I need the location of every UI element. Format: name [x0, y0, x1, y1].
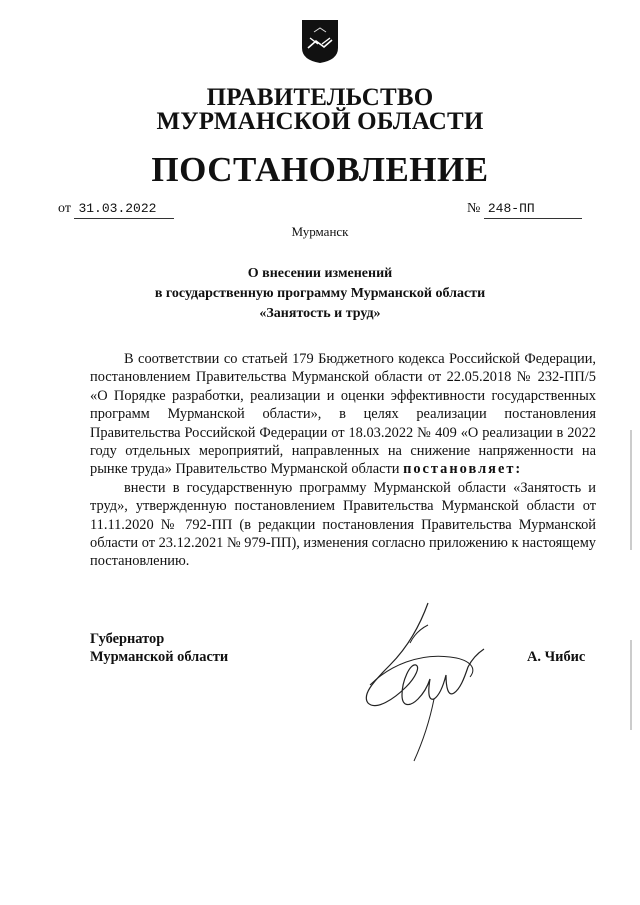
number-value: 248-ПП [484, 200, 582, 219]
scan-edge-mark [630, 640, 632, 730]
signatory-title [90, 630, 228, 666]
signatory-title-line2: Мурманской области [90, 649, 229, 665]
subject-line1: О внесении изменений [247, 266, 393, 281]
scan-edge-mark [630, 430, 632, 550]
signatory-name: А. Чибис [527, 649, 586, 665]
document-body [90, 350, 596, 571]
signatory-title-line1: Губернатор [90, 631, 165, 647]
date-prefix: от [58, 201, 71, 216]
city-name: Мурманск [291, 224, 349, 239]
body-paragraph-1 [90, 350, 596, 479]
number-prefix: № [467, 201, 481, 216]
date-value: 31.03.2022 [74, 200, 174, 219]
coat-of-arms-icon [300, 18, 340, 64]
government-title-line2: МУРМАНСКОЙ ОБЛАСТИ [156, 108, 484, 135]
document-subject [0, 264, 640, 324]
paragraph-1-text: В соответствии со статьей 179 Бюджетного кодекса Российской Федерации, постановлением Правительства Мурманской области от 22.05.2018 № 232-ПП/5 «О Порядке разработки, реализации и оценки эффективности государственных программ Мурманской области», в целях реализации постановления Правительства Российской Федерации от 18.03.2022 № 409 «О реализации в 2022 году отдельных мероприятий, направленных на снижение напряженности на рынке труда» Правительство Мурманской области [90, 351, 596, 478]
document-date [58, 200, 174, 219]
document-number [467, 200, 582, 219]
resolution-keyword: постановляет: [403, 461, 523, 478]
subject-line3: «Занятость и труд» [259, 306, 381, 321]
body-paragraph-2: внести в государственную программу Мурманской области «Занятость и труд», утвержденную постановлением Правительства Мурманской области от 11.11.2020 № 792-ПП (в редакции постановления Правительства Мурманской области от 23.12.2021 № 979-ПП), изменения согласно приложению к настоящему постановлению. [90, 479, 596, 570]
government-title-line1: ПРАВИТЕЛЬСТВО [206, 84, 434, 111]
subject-line2: в государственную программу Мурманской области [154, 286, 486, 301]
signature-icon [350, 595, 500, 765]
document-type-title: ПОСТАНОВЛЕНИЕ [151, 150, 489, 189]
